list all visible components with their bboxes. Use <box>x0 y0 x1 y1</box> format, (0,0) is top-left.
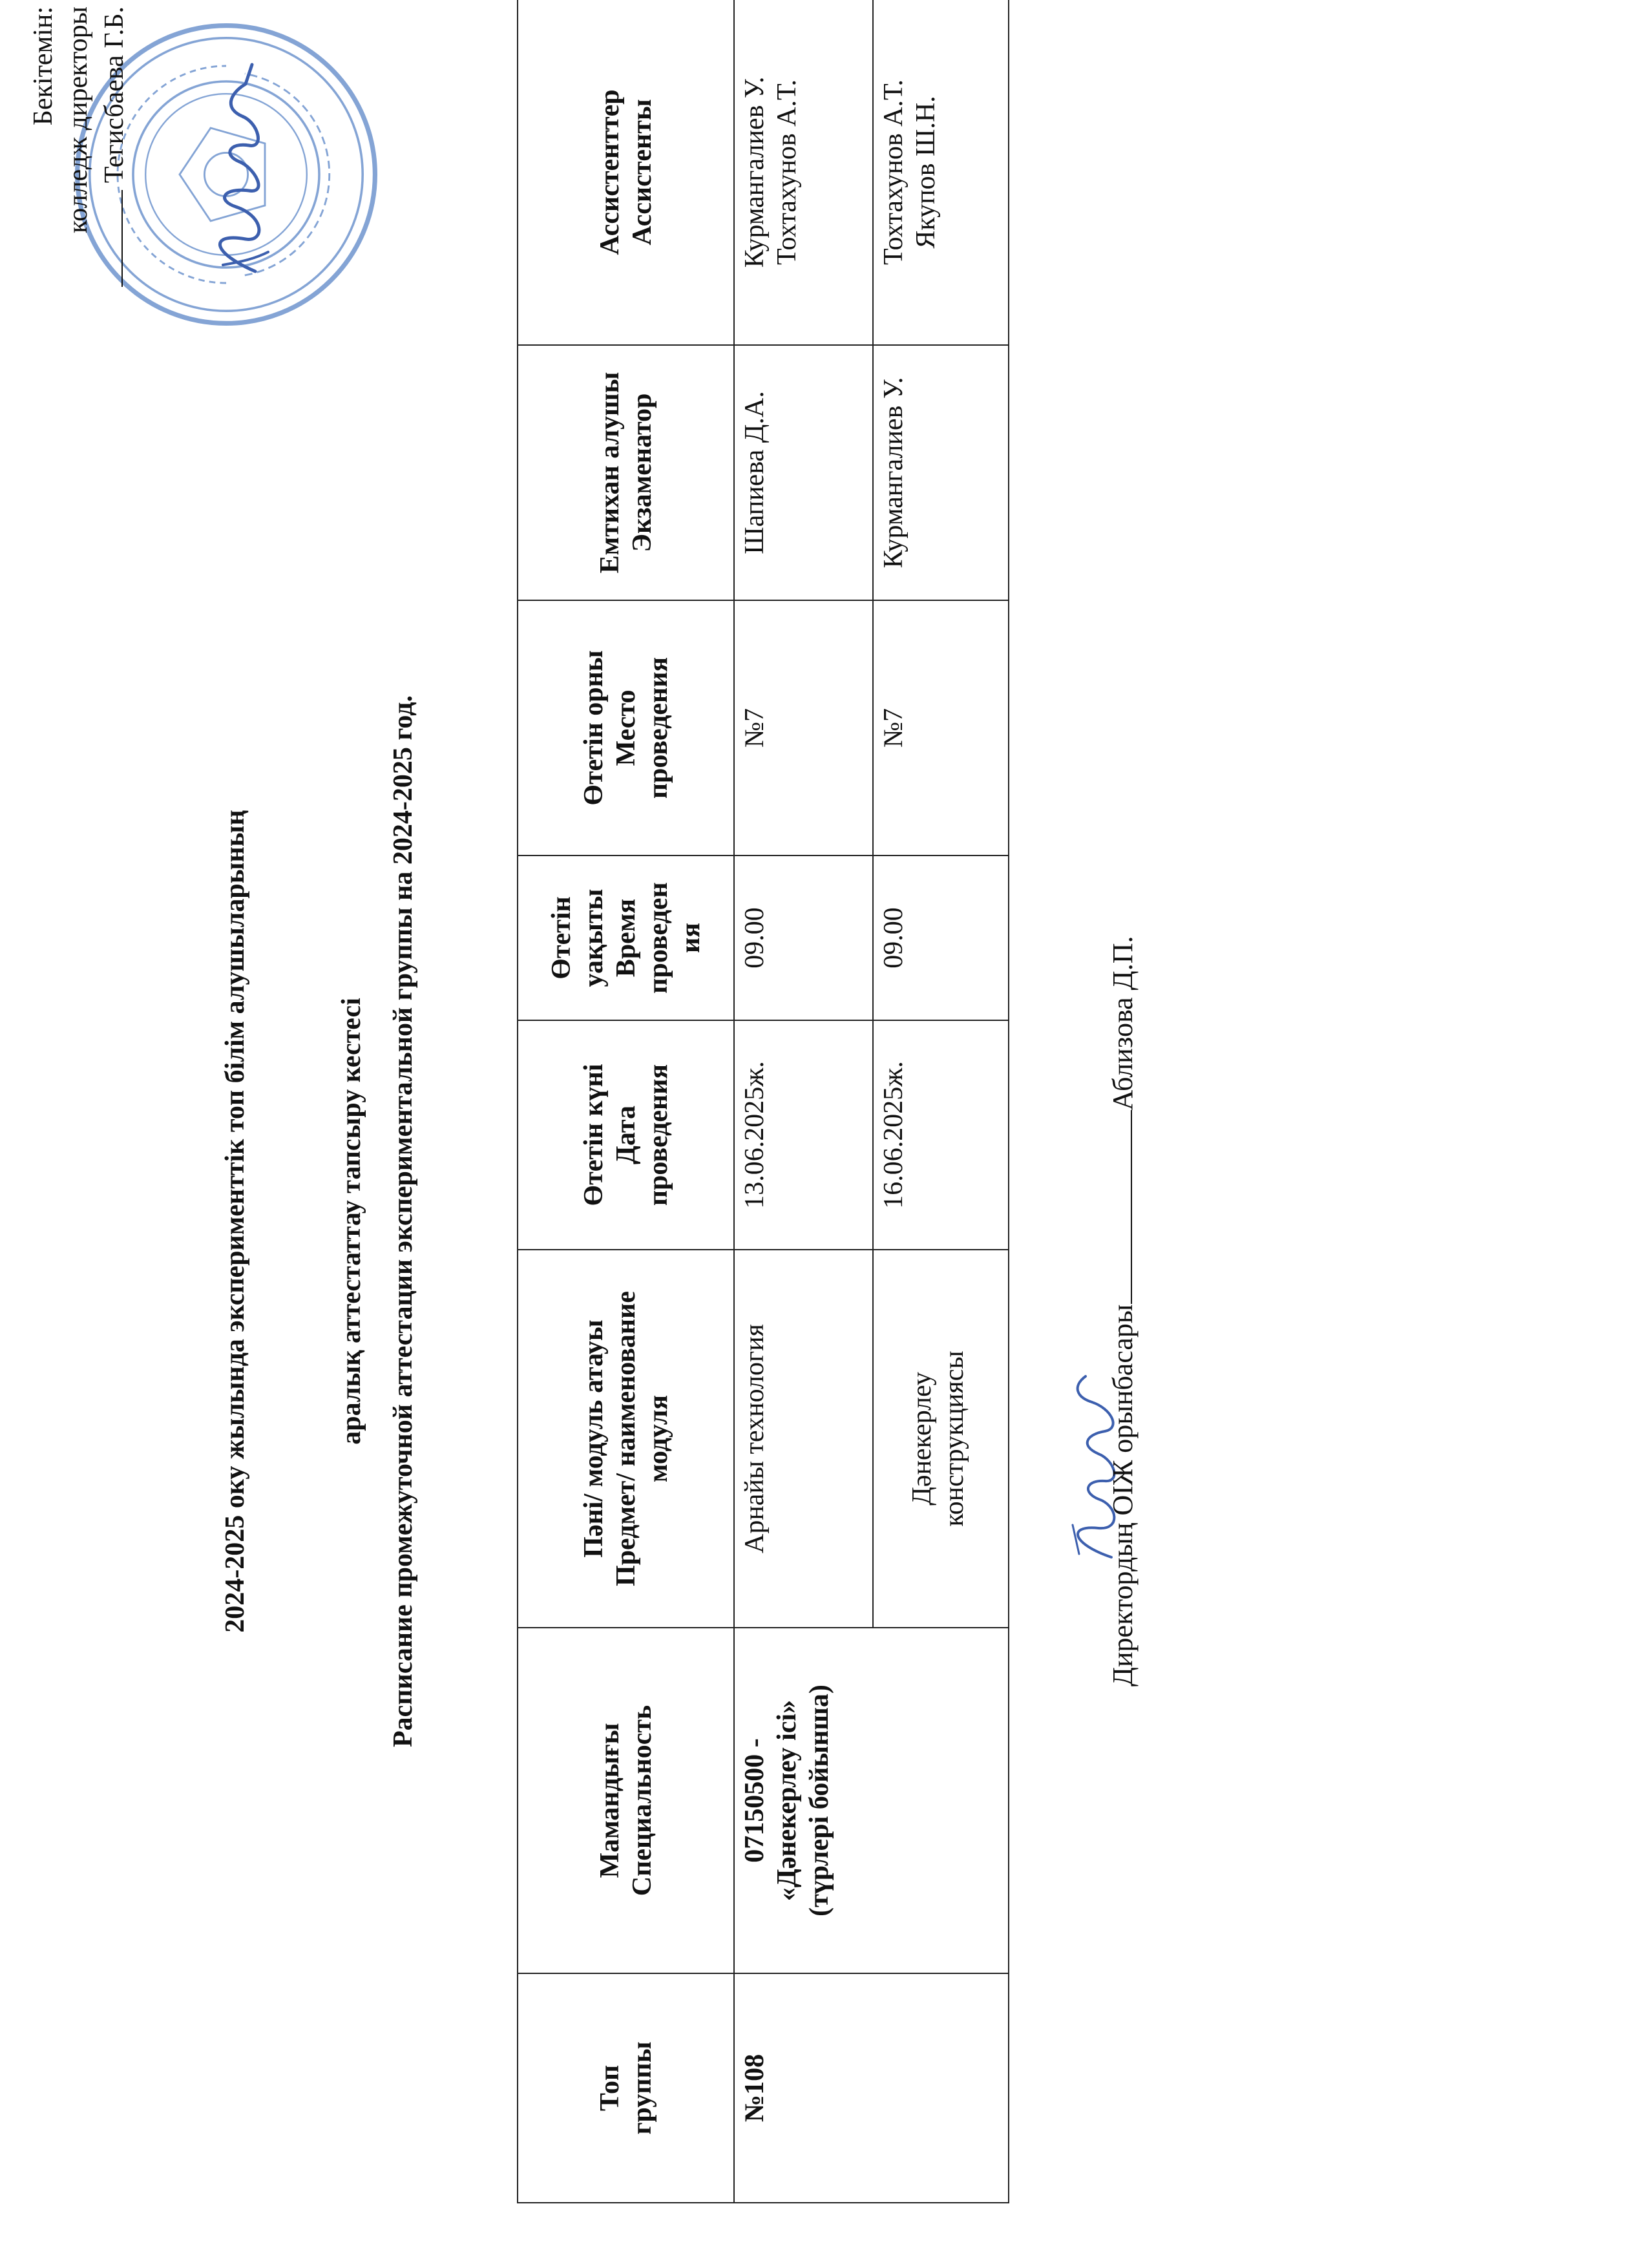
footer-signature-blank <box>1105 1111 1132 1305</box>
header-assistants: Ассистенттер Ассистенты <box>518 0 734 345</box>
cell-subject: Дәнекерлеу конструкциясы <box>873 1250 1009 1628</box>
cell-examiner: Шапиева Д.А. <box>734 345 873 600</box>
cell-place: №7 <box>734 600 873 856</box>
title-line-1: 2024-2025 оку жылында эксперименттік топ білім алушыларының <box>220 810 250 1633</box>
director-signature <box>184 58 281 278</box>
cell-assistants: Тохтахунов А.Т. Якупов Ш.Н. <box>873 0 1009 345</box>
cell-examiner: Курмангалиев У. <box>873 345 1009 600</box>
header-date: Өтетін күні Дата проведения <box>518 1020 734 1250</box>
signature-blank <box>96 190 123 287</box>
title-line-2: аралық аттестаттау тапсыру кестесі <box>337 998 366 1445</box>
header-examiner: Емтихан алушы Экзаменатор <box>518 345 734 600</box>
header-specialty: Мамандығы Специальность <box>518 1628 734 1973</box>
header-place: Өтетін орны Место проведения <box>518 600 734 856</box>
approval-label: Бекітемін: <box>28 6 58 126</box>
footer-label: Директордың ОІЖ орынбасары <box>1107 1304 1139 1686</box>
cell-date: 16.06.2025ж. <box>873 1020 1009 1250</box>
approval-name-line <box>96 6 132 304</box>
schedule-table <box>517 0 1009 2203</box>
table-header-row <box>518 0 734 2203</box>
cell-place: №7 <box>873 600 1009 856</box>
cell-subject: Арнайы технология <box>734 1250 873 1628</box>
cell-assistants: Курмангалиев У. Тохтахунов А.Т. <box>734 0 873 345</box>
header-subject: Пәні/ модуль атауы Предмет/ наименование модуля <box>518 1250 734 1628</box>
approval-block <box>26 6 132 304</box>
table-row <box>734 0 873 2203</box>
header-time: Өтетін уақыты Время проведен ия <box>518 856 734 1020</box>
approval-position: колледж директоры <box>63 6 93 233</box>
approval-name: Тегисбаева Г.Б. <box>100 6 129 184</box>
cell-specialty: 07150500 - «Дәнекерлеу ісі» (түрлері бойынша) <box>734 1628 1009 1973</box>
header-group: Топ группы <box>518 1973 734 2203</box>
footer-signature-line <box>1105 936 1140 1686</box>
cell-time: 09.00 <box>873 856 1009 1020</box>
title-line-3: Расписание промежуточной аттестации экспериментальной группы на 2024-2025 год. <box>388 695 418 1747</box>
footer-name: Аблизова Д.П. <box>1107 936 1139 1111</box>
cell-group: №108 <box>734 1973 1009 2203</box>
cell-time: 09.00 <box>734 856 873 1020</box>
cell-date: 13.06.2025ж. <box>734 1020 873 1250</box>
